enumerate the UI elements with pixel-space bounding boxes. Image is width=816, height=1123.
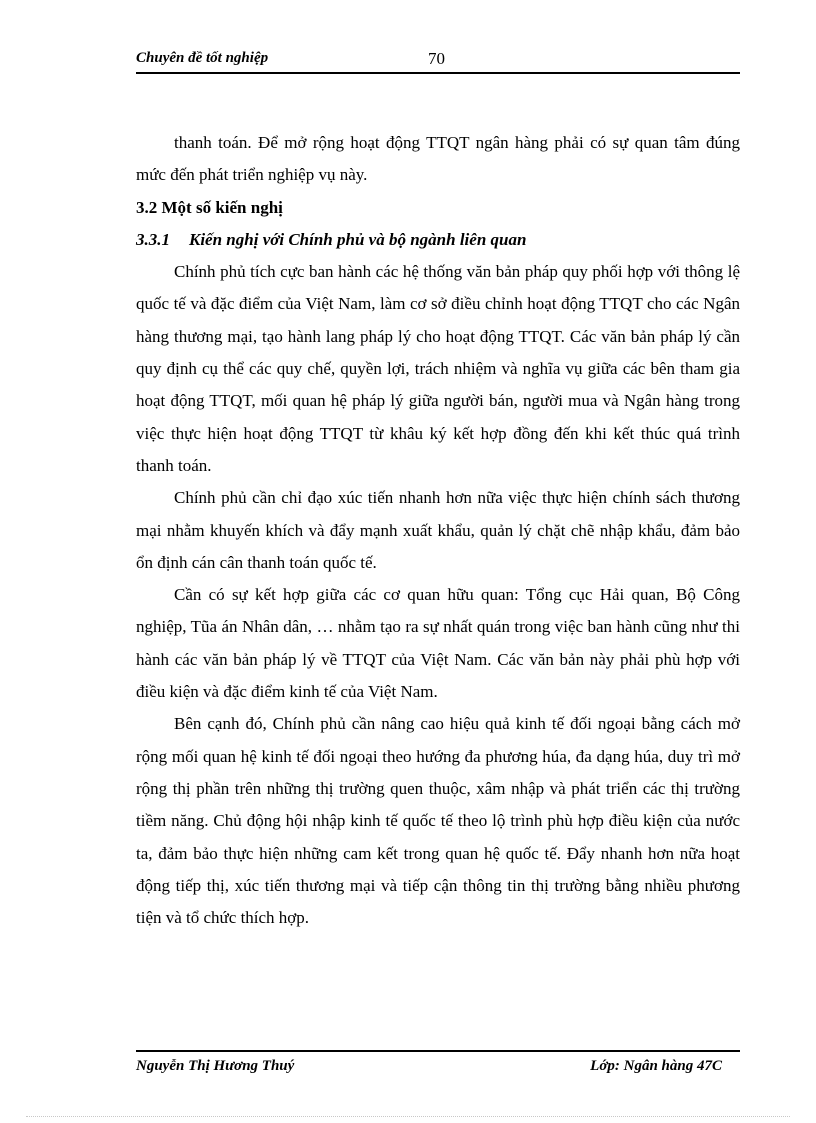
subsection-title: Kiến nghị với Chính phủ và bộ ngành liên quan	[189, 229, 527, 249]
author-name: Nguyễn Thị Hương Thuý	[136, 1058, 295, 1074]
page-edge-divider	[26, 1116, 790, 1117]
page-header	[136, 48, 740, 74]
body-paragraph: Bên cạnh đó, Chính phủ cần nâng cao hiệu quả kinh tế đối ngoại bằng cách mở rộng mối quan hệ kinh tế đối ngoại theo hướng đa phương húa, đa dạng húa, duy trì mở rộng thị phần trên những thị trường quen thuộc, xâm nhập và phát triển các thị trường tiềm năng. Chủ động hội nhập kinh tế quốc tế theo lộ trình phù hợp điều kiện của nước ta, đảm bảo thực hiện những cam kết trong quan hệ quốc tế. Đẩy nhanh hơn nữa hoạt động tiếp thị, xúc tiến thương mại và tiếp cận thông tin thị trường bằng nhiều phương tiện và tổ chức thích hợp.	[136, 714, 740, 928]
class-label: Lớp: Ngân hàng 47C	[590, 1058, 722, 1074]
document-body	[136, 127, 740, 934]
body-paragraph: Chính phủ tích cực ban hành các hệ thống văn bản pháp quy phối hợp với thông lệ quốc tế và đặc điểm của Việt Nam, làm cơ sở điều chỉnh hoạt động TTQT cho các Ngân hàng thương mại, tạo hành lang pháp lý cho hoạt động TTQT. Các văn bản pháp lý cần quy định cụ thể các quy chế, quyền lợi, trách nhiệm và nghĩa vụ giữa các bên tham gia hoạt động TTQT, mối quan hệ pháp lý giữa người bán, người mua và Ngân hàng trong việc thực hiện hoạt động TTQT từ khâu ký kết hợp đồng đến khi kết thúc quá trình thanh toán.	[136, 262, 740, 475]
section-heading: 3.2 Một số kiến nghị	[136, 197, 283, 217]
subsection-heading	[136, 224, 740, 256]
document-title: Chuyên đề tốt nghiệp	[136, 50, 269, 66]
body-paragraph: Cần có sự kết hợp giữa các cơ quan hữu quan: Tổng cục Hải quan, Bộ Công nghiệp, Tũa án Nhân dân, … nhằm tạo ra sự nhất quán trong việc ban hành cũng như thi hành các văn bản pháp lý về TTQT của Việt Nam. Các văn bản này phải phù hợp với điều kiện và đặc điểm kinh tế của Việt Nam.	[136, 585, 740, 702]
page-footer	[136, 1050, 740, 1082]
intro-paragraph: thanh toán. Để mở rộng hoạt động TTQT ngân hàng phải có sự quan tâm đúng mức đến phát triển nghiệp vụ này.	[136, 133, 740, 185]
page-number: 70	[428, 49, 445, 68]
body-paragraph: Chính phủ cần chỉ đạo xúc tiến nhanh hơn nữa việc thực hiện chính sách thương mại nhằm khuyến khích và đẩy mạnh xuất khẩu, quản lý chặt chẽ nhập khẩu, đảm bảo ổn định cán cân thanh toán quốc tế.	[136, 488, 740, 572]
subsection-number: 3.3.1	[136, 229, 170, 249]
